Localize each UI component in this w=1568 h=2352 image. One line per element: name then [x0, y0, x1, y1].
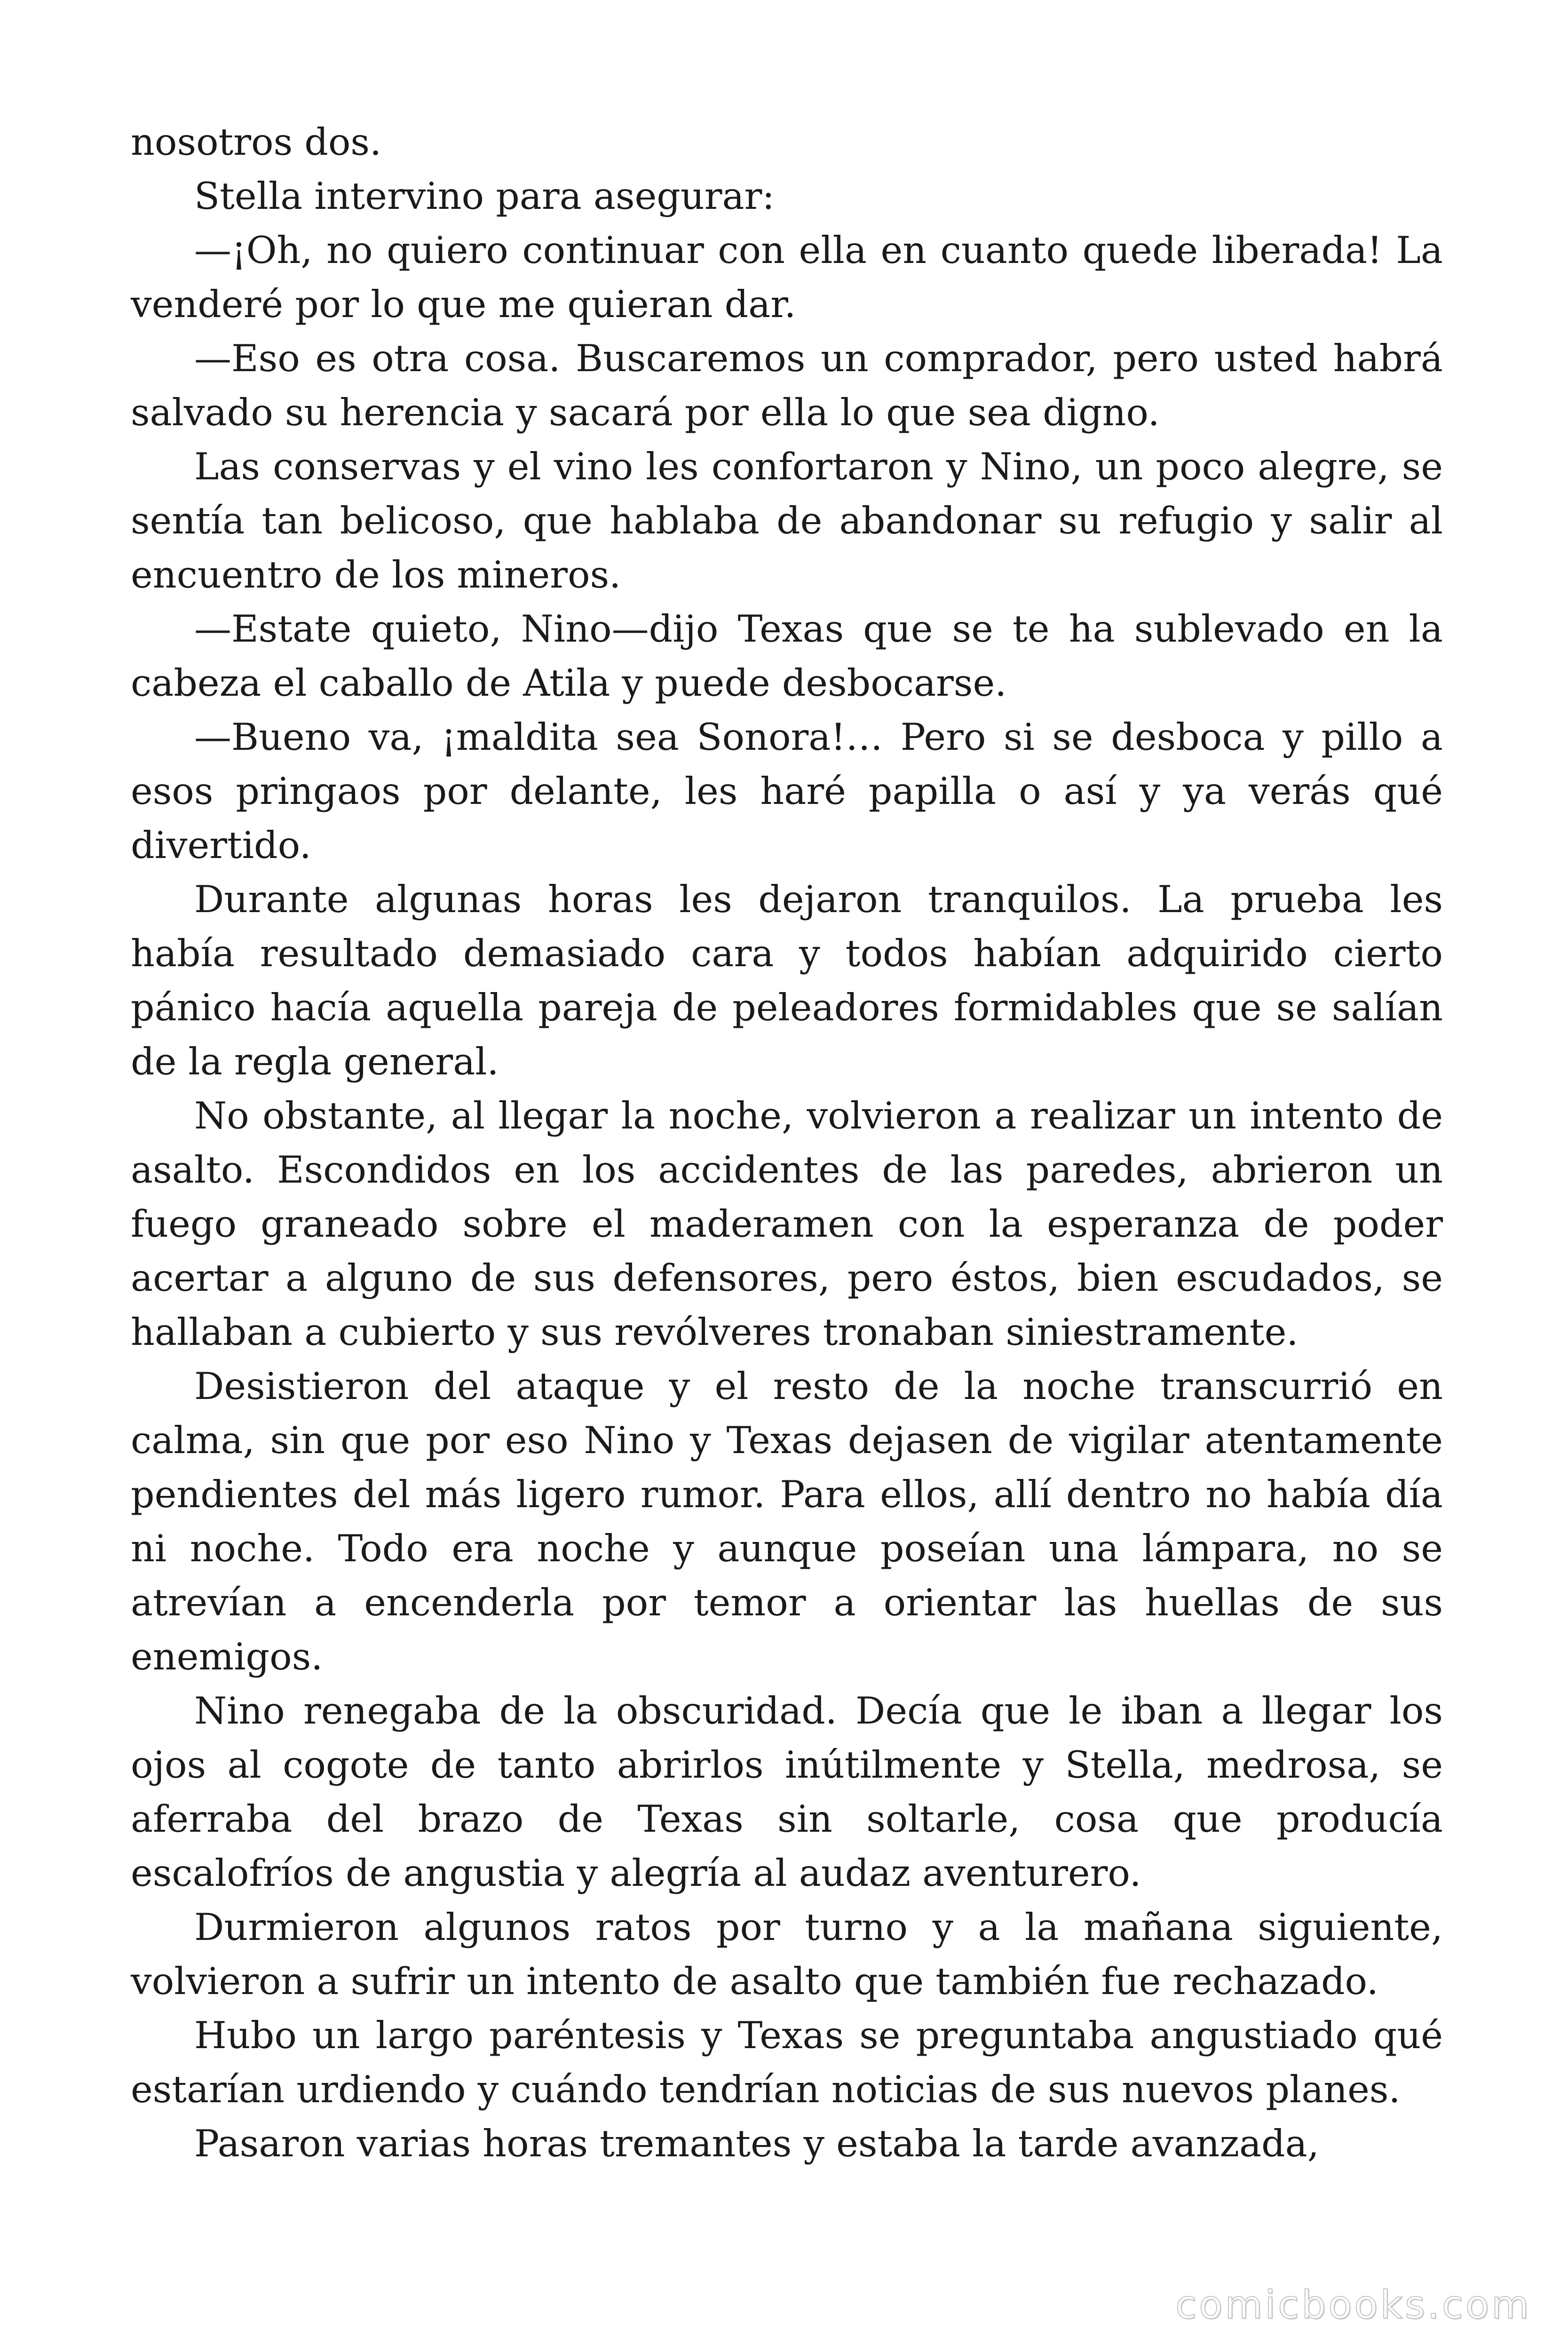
watermark: comicbooks.com — [1175, 2283, 1531, 2328]
book-page-text — [131, 115, 1443, 2171]
paragraph: —Bueno va, ¡maldita sea Sonora!… Pero si se desboca y pillo a esos pringaos por delante, les haré papilla o así y ya verás qué divertido. — [131, 715, 1443, 867]
paragraph: Stella intervino para asegurar: — [194, 175, 775, 218]
paragraph: Nino renegaba de la obscuridad. Decía que le iban a llegar los ojos al cogote de tanto abrirlos inútilmente y Stella, medrosa, se aferraba del brazo de Texas sin soltarle, cosa que producía escalofríos de angustia y alegría al audaz aventurero. — [131, 1689, 1443, 1895]
paragraph: Hubo un largo paréntesis y Texas se preguntaba angustiado qué estarían urdiendo y cuándo tendrían noticias de sus nuevos planes. — [131, 2014, 1443, 2111]
paragraph: —Estate quieto, Nino—dijo Texas que se te ha sublevado en la cabeza el caballo de Atila y puede desbocarse. — [131, 607, 1443, 705]
paragraph: Desistieron del ataque y el resto de la noche transcurrió en calma, sin que por eso Nino y Texas dejasen de vigilar atentamente pendientes del más ligero rumor. Para ellos, allí dentro no había día ni noche. Todo era noche y aunque poseían una lámpara, no se atrevían a encenderla por temor a orientar las huellas de sus enemigos. — [131, 1365, 1443, 1678]
paragraph: Las conservas y el vino les confortaron y Nino, un poco alegre, se sentía tan belicoso, que hablaba de abandonar su refugio y salir al encuentro de los mineros. — [131, 445, 1443, 596]
paragraph-continuation: nosotros dos. — [131, 120, 382, 164]
paragraph: —¡Oh, no quiero continuar con ella en cuanto quede liberada! La venderé por lo que me quieran dar. — [131, 229, 1443, 326]
paragraph: Durante algunas horas les dejaron tranquilos. La prueba les había resultado demasiado cara y todos habían adquirido cierto pánico hacía aquella pareja de peleadores formidables que se salían de la regla general. — [131, 878, 1443, 1083]
paragraph: —Eso es otra cosa. Buscaremos un comprador, pero usted habrá salvado su herencia y sacará por ella lo que sea digno. — [131, 337, 1443, 434]
paragraph-last: Pasaron varias horas tremantes y estaba la tarde avanzada, — [194, 2122, 1319, 2165]
paragraph: No obstante, al llegar la noche, volvieron a realizar un intento de asalto. Escondidos en los accidentes de las paredes, abrieron un fuego graneado sobre el maderamen con la esperanza de poder acertar a alguno de sus defensores, pero éstos, bien escudados, se hallaban a cubierto y sus revólveres tronaban siniestramente. — [131, 1094, 1443, 1354]
paragraph: Durmieron algunos ratos por turno y a la mañana siguiente, volvieron a sufrir un intento de asalto que también fue rechazado. — [131, 1906, 1443, 2003]
